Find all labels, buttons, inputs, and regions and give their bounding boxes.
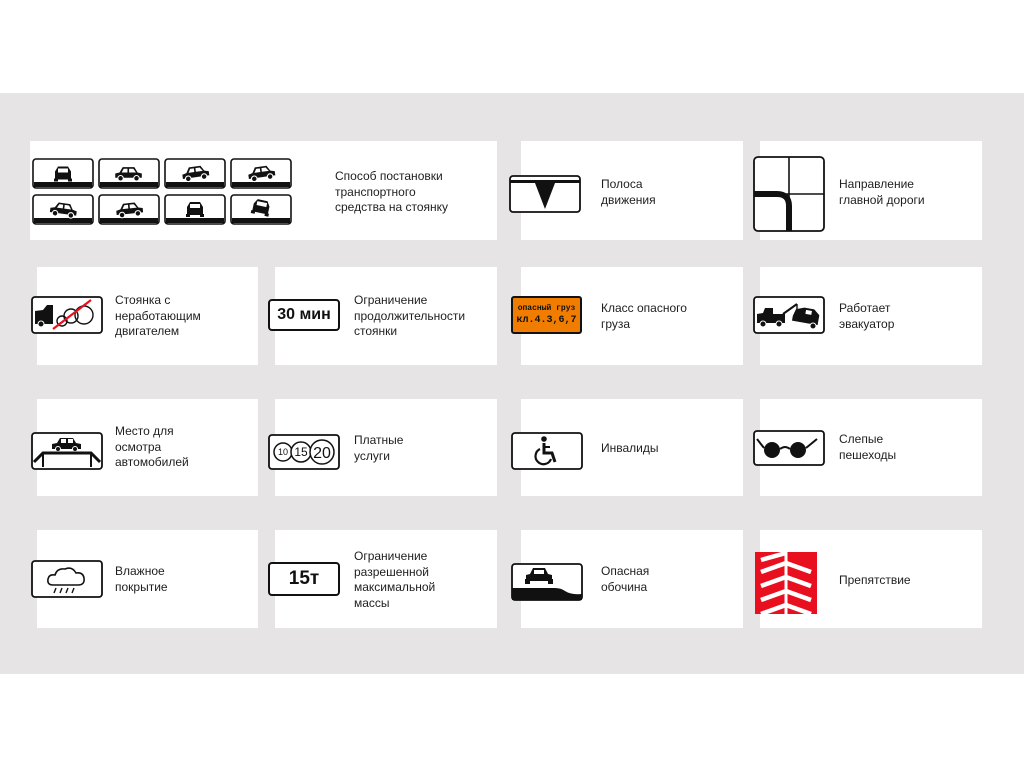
card-mass	[275, 530, 497, 628]
label-shoulder: Опасная обочина	[601, 564, 650, 594]
engine-off-parking-icon	[31, 296, 103, 334]
label-hazard-class: Класс опасного груза	[601, 301, 687, 331]
label-parking-method: Способ постановки транспортного средства на стоянку	[335, 169, 449, 214]
label-wet: Влажное покрытие	[115, 564, 168, 594]
card-disabled	[521, 399, 743, 496]
dangerous-shoulder-icon	[511, 563, 583, 601]
card-obstacle	[760, 530, 982, 628]
mass-limit-plate-icon	[268, 562, 340, 596]
time-limit-plate-icon	[268, 299, 340, 331]
paid-value-10: 10	[277, 447, 289, 457]
paid-services-icon	[268, 434, 340, 470]
tow-truck-icon	[753, 296, 825, 334]
mass-plate-text: 15т	[288, 568, 320, 589]
wheelchair-icon	[511, 432, 583, 470]
card-tow	[760, 267, 982, 365]
label-paid: Платные услуги	[354, 433, 404, 463]
hazard-class-plate-icon	[511, 296, 582, 334]
rain-cloud-icon	[31, 560, 103, 598]
hazard-plate-bottom: кл.4.3,6,7	[516, 314, 577, 326]
label-tow: Работает эвакуатор	[839, 301, 895, 331]
card-time-limit	[275, 267, 497, 365]
car-parking-methods-icon	[32, 158, 294, 226]
card-paid	[275, 399, 497, 496]
time-limit-plate-text: 30 мин	[277, 306, 331, 323]
hazard-plate-top: опасный груз	[517, 303, 576, 313]
card-wet	[37, 530, 258, 628]
card-parking-method	[30, 141, 497, 240]
label-disabled: Инвалиды	[601, 441, 659, 455]
main-road-direction-icon	[753, 156, 825, 232]
card-hazard-class	[516, 267, 743, 365]
label-lane: Полоса движения	[601, 177, 656, 207]
lane-arrow-icon	[509, 175, 581, 215]
card-main-road	[760, 141, 982, 240]
label-inspection: Место для осмотра автомобилей	[115, 424, 189, 469]
inspection-ramp-icon	[31, 432, 103, 470]
blind-glasses-icon	[753, 430, 825, 466]
label-time-limit: Ограничение продолжительности стоянки	[354, 293, 466, 338]
label-mass: Ограничение разрешенной максимальной массы	[354, 549, 436, 610]
paid-value-20: 20	[313, 445, 331, 462]
label-main-road: Направление главной дороги	[839, 177, 925, 207]
card-inspection	[37, 399, 258, 496]
card-blind	[760, 399, 982, 496]
card-engine-off	[37, 267, 258, 365]
obstacle-chevrons-icon	[755, 552, 817, 614]
label-engine-off: Стоянка с неработающим двигателем	[115, 293, 201, 338]
card-shoulder	[521, 530, 743, 628]
label-obstacle: Препятствие	[839, 573, 911, 587]
paid-value-15: 15	[294, 445, 308, 459]
card-lane	[521, 141, 743, 240]
label-blind: Слепые пешеходы	[839, 432, 897, 462]
